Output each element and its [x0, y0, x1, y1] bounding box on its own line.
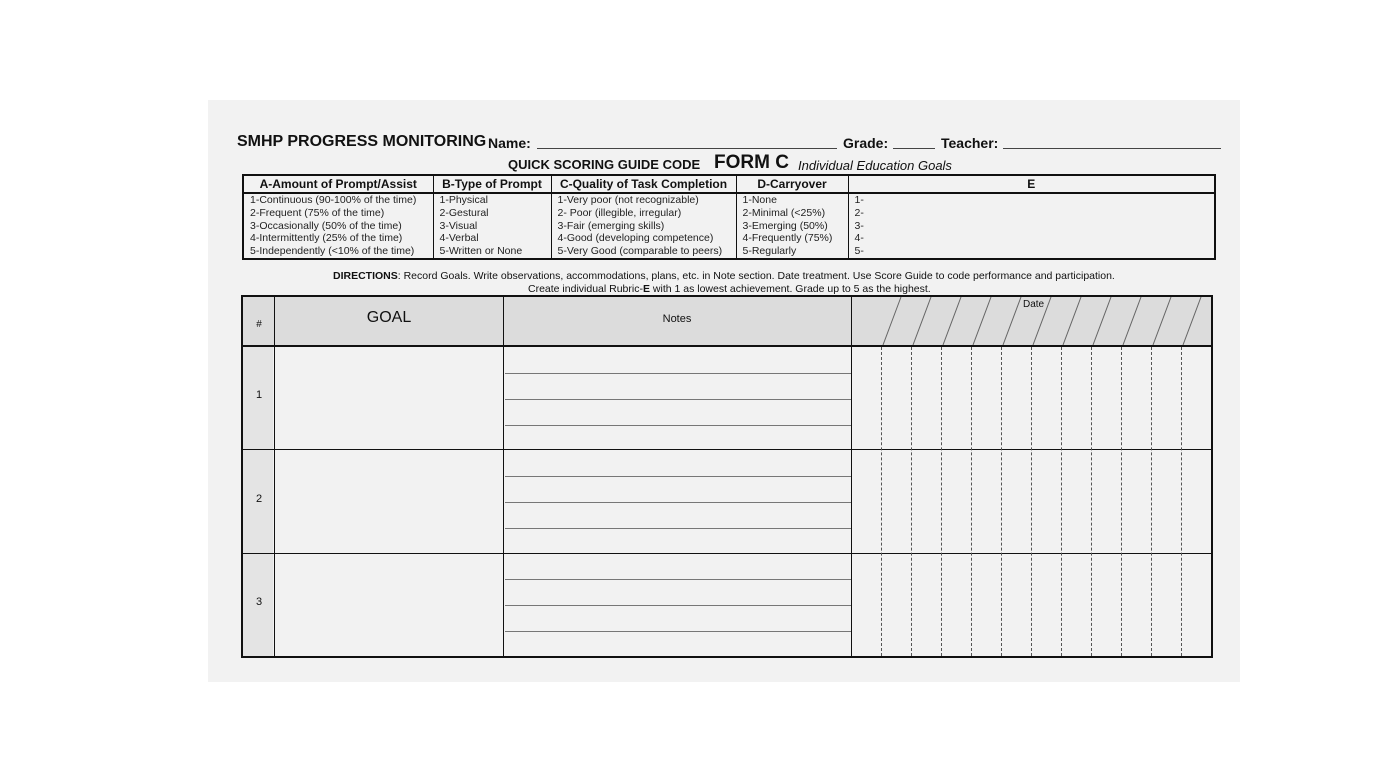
- date-column-line: [1091, 347, 1092, 656]
- note-line: [505, 631, 851, 632]
- guide-cell: 4-Verbal: [433, 232, 551, 245]
- guide-cell: 1-: [848, 193, 1215, 207]
- guide-cell: 3-Occasionally (50% of the time): [243, 220, 433, 233]
- directions-text-2a: Create individual Rubric-: [528, 283, 643, 295]
- grade-label: Grade:: [843, 135, 889, 151]
- guide-cell: 3-Fair (emerging skills): [551, 220, 736, 233]
- goal-header: GOAL: [366, 309, 412, 326]
- guide-header-c: C-Quality of Task Completion: [551, 175, 736, 193]
- teacher-label: Teacher:: [941, 135, 999, 151]
- guide-cell: 5-Independently (<10% of the time): [243, 245, 433, 259]
- guide-cell: 2-Minimal (<25%): [736, 207, 848, 220]
- form-title: SMHP PROGRESS MONITORING: [237, 133, 487, 150]
- name-field[interactable]: [537, 148, 837, 149]
- grade-field[interactable]: [893, 148, 935, 149]
- teacher-field[interactable]: [1003, 148, 1221, 149]
- date-header: Date: [1023, 299, 1045, 310]
- directions-label: DIRECTIONS: [333, 270, 398, 282]
- guide-label: QUICK SCORING GUIDE CODE: [508, 157, 701, 172]
- date-column-line: [1151, 347, 1152, 656]
- directions-line-1: [333, 270, 1115, 282]
- row-number: 3: [255, 596, 263, 608]
- row-divider: [243, 553, 1211, 554]
- guide-cell: 3-Visual: [433, 220, 551, 233]
- guide-cell: 1-Physical: [433, 193, 551, 207]
- guide-header-a: A-Amount of Prompt/Assist: [243, 175, 433, 193]
- date-column-line: [1181, 347, 1182, 656]
- guide-cell: 1-None: [736, 193, 848, 207]
- note-line: [505, 605, 851, 606]
- date-column-line: [1031, 347, 1032, 656]
- note-line: [505, 502, 851, 503]
- guide-cell: 1-Continuous (90-100% of the time): [243, 193, 433, 207]
- date-column-line: [971, 347, 972, 656]
- guide-cell: 4-Good (developing competence): [551, 232, 736, 245]
- directions-text-2c: with 1 as lowest achievement. Grade up to 5 as the highest.: [649, 283, 931, 295]
- guide-cell: 3-Emerging (50%): [736, 220, 848, 233]
- guide-cell: 5-Regularly: [736, 245, 848, 259]
- date-column-line: [1001, 347, 1002, 656]
- notes-header: Notes: [662, 313, 692, 325]
- note-line: [505, 579, 851, 580]
- guide-cell: 5-Very Good (comparable to peers): [551, 245, 736, 259]
- guide-cell: 5-: [848, 245, 1215, 259]
- note-line: [505, 373, 851, 374]
- guide-cell: 5-Written or None: [433, 245, 551, 259]
- directions-line-2: [528, 283, 931, 295]
- divider: [851, 297, 852, 656]
- row-divider: [243, 449, 1211, 450]
- row-number: 1: [255, 389, 263, 401]
- guide-cell: 2-Frequent (75% of the time): [243, 207, 433, 220]
- goals-grid: [241, 295, 1213, 658]
- date-column-line: [1061, 347, 1062, 656]
- directions-text: : Record Goals. Write observations, accommodations, plans, etc. in Note section. Date treatment. Use Score Guide to code performance and participation.: [397, 270, 1115, 282]
- name-label: Name:: [488, 135, 531, 151]
- guide-header-e: E: [848, 175, 1215, 193]
- guide-cell: 2-: [848, 207, 1215, 220]
- note-line: [505, 476, 851, 477]
- guide-cell: 1-Very poor (not recognizable): [551, 193, 736, 207]
- guide-cell: 3-: [848, 220, 1215, 233]
- note-line: [505, 528, 851, 529]
- guide-cell: 2- Poor (illegible, irregular): [551, 207, 736, 220]
- date-column-line: [881, 347, 882, 656]
- guide-header-b: B-Type of Prompt: [433, 175, 551, 193]
- note-line: [505, 399, 851, 400]
- directions-rubric-e: E: [642, 283, 650, 295]
- guide-header-d: D-Carryover: [736, 175, 848, 193]
- guide-cell: 4-Intermittently (25% of the time): [243, 232, 433, 245]
- hash-header: #: [256, 319, 262, 330]
- guide-cell: 2-Gestural: [433, 207, 551, 220]
- date-column-line: [1121, 347, 1122, 656]
- guide-cell: 4-Frequently (75%): [736, 232, 848, 245]
- form-code: FORM C: [714, 152, 789, 173]
- guide-cell: 4-: [848, 232, 1215, 245]
- note-line: [505, 425, 851, 426]
- scoring-guide-table: [242, 174, 1216, 260]
- form-subtitle: Individual Education Goals: [798, 158, 952, 173]
- divider: [503, 297, 504, 656]
- date-column-line: [911, 347, 912, 656]
- date-column-line: [941, 347, 942, 656]
- row-number: 2: [255, 493, 263, 505]
